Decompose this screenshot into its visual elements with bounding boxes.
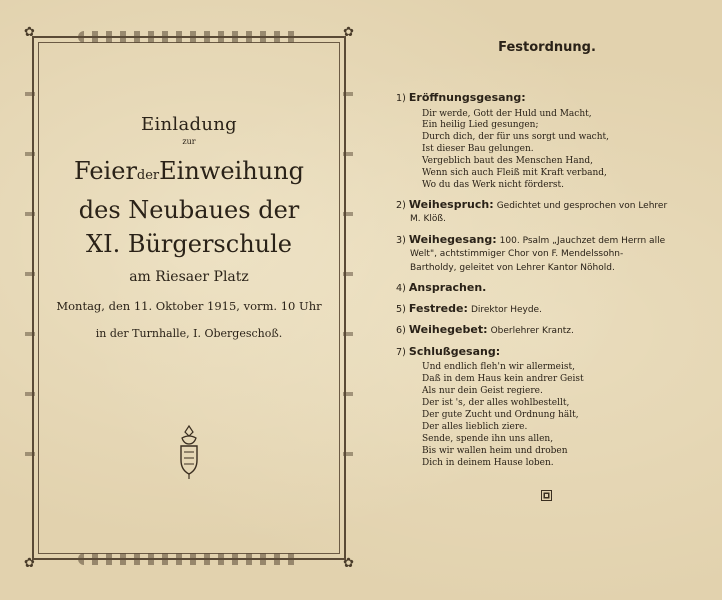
program-item [396, 233, 708, 276]
item-heading: Schlußgesang: [408, 344, 501, 358]
item-text: Oberlehrer Krantz. [490, 326, 574, 337]
item-number: 7) [396, 346, 406, 358]
item-text-continued: Bartholdy, geleitet von Lehrer Kantor Nöhold. [410, 262, 615, 273]
item-text: Direktor Heyde. [470, 304, 542, 315]
coat-of-arms-icon [174, 424, 204, 480]
verse-line: Dich in deinem Hause loben. [422, 457, 554, 468]
item-heading: Weihespruch: [408, 197, 494, 211]
verse-line: Vergeblich baut des Menschen Hand, [422, 156, 593, 167]
invitation-title-line-3: XI. Bürgerschule [86, 230, 292, 258]
title-feier: Feier [74, 157, 137, 185]
verse-line: Wenn sich auch Fleiß mit Kraft verband, [422, 168, 607, 179]
corner-flower-icon: ✿ [24, 556, 35, 571]
program-item [396, 91, 708, 192]
end-ornament-icon [541, 490, 552, 501]
program-title: Festordnung. [498, 40, 596, 55]
item-text: Gedichtet und gesprochen von Lehrer [496, 200, 668, 211]
invitation-heading: Einladung [141, 114, 237, 135]
invitation-date: Montag, den 11. Oktober 1915, vorm. 10 Uhr [56, 299, 322, 313]
verse-line: Durch dich, der für uns sorgt und wacht, [422, 132, 610, 143]
item-text-continued: Welt", achtstimmiger Chor von F. Mendelssohn- [410, 249, 624, 260]
verse-line: Ist dieser Bau gelungen. [422, 144, 534, 155]
item-text: 100. Psalm „Jauchzet dem Herrn alle [499, 235, 666, 246]
item-number: 2) [396, 199, 406, 211]
program-item [396, 345, 708, 470]
verse-line: Wo du das Werk nicht förderst. [422, 179, 564, 190]
bottom-garland-ornament [78, 553, 300, 565]
item-heading: Festrede: [408, 301, 468, 315]
item-heading: Eröffnungsgesang: [408, 91, 526, 104]
verse-line: Ein heilig Lied gesungen; [422, 120, 539, 131]
program-item [396, 302, 708, 318]
item-number: 5) [396, 303, 406, 315]
program-item [396, 323, 708, 339]
verse-line: Der ist 's, der alles wohlbestellt, [422, 398, 570, 409]
item-heading: Weihegebet: [408, 323, 488, 337]
program-item [396, 281, 708, 296]
corner-flower-icon: ✿ [343, 556, 354, 571]
invitation-title-line [44, 154, 334, 193]
item-number: 6) [396, 325, 406, 337]
verse-line: Sende, spende ihn uns allen, [422, 433, 554, 444]
invitation-title-line-2: des Neubaues der [78, 196, 300, 224]
title-einweihung: Einweihung [159, 157, 304, 185]
invitation-card [18, 22, 360, 574]
verse-line: Als nur dein Geist regiere. [422, 386, 543, 397]
program-item [396, 198, 708, 227]
right-floral-ornament [343, 92, 353, 504]
program-section [396, 40, 708, 501]
hymn-verse [396, 362, 708, 469]
title-der: der [136, 168, 160, 183]
item-number: 3) [396, 234, 406, 246]
hymn-verse [396, 109, 708, 192]
invitation-hall: in der Turnhalle, I. Obergeschoß. [95, 327, 283, 340]
corner-flower-icon: ✿ [24, 25, 35, 40]
item-heading: Weihegesang: [408, 232, 497, 246]
verse-line: Der gute Zucht und Ordnung hält, [422, 409, 579, 420]
item-heading: Ansprachen. [408, 281, 487, 295]
item-number: 4) [396, 283, 406, 295]
verse-line: Daß in dem Haus kein andrer Geist [422, 374, 584, 385]
item-number: 1) [396, 93, 406, 104]
invitation-text [44, 114, 334, 340]
verse-line: Bis wir wallen heim und droben [422, 445, 568, 456]
verse-line: Dir werde, Gott der Huld und Macht, [422, 108, 592, 119]
invitation-zur: zur [182, 137, 196, 146]
corner-flower-icon: ✿ [343, 25, 354, 40]
left-floral-ornament [25, 92, 35, 504]
invitation-place: am Riesaer Platz [129, 269, 249, 285]
verse-line: Und endlich fleh'n wir allermeist, [422, 362, 575, 373]
top-garland-ornament [78, 31, 300, 43]
verse-line: Der alles lieblich ziere. [422, 421, 528, 432]
item-text-continued: M. Klöß. [410, 214, 446, 225]
